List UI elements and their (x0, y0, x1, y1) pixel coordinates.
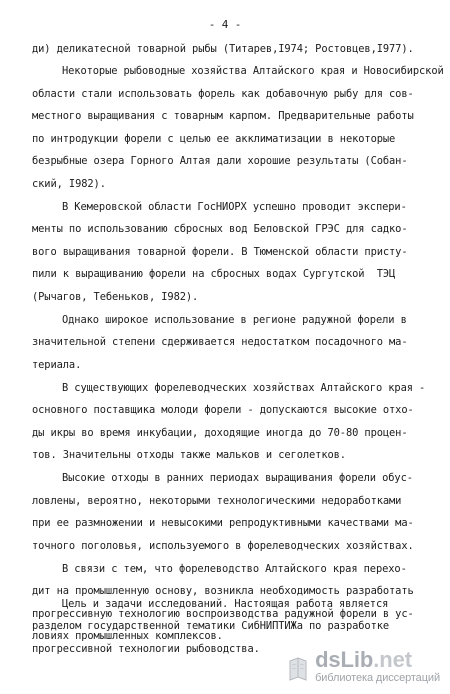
text-line: (Рычагов, Тебеньков, I982). (32, 291, 199, 303)
text-line: по интродукции форели с целью ее акклиматизации в некоторые (32, 133, 396, 145)
watermark-text (315, 646, 440, 684)
text-line: териала. (32, 359, 82, 371)
text-line: прогрессивной технологии рыбоводства. (32, 643, 260, 655)
text-line: значительной степени сдерживается недостатком посадочного ма- (32, 336, 408, 348)
text-line: местного выращивания с товарным карпом. Предварительные работы (32, 110, 414, 122)
text-line: прогрессивную технологию воспроизводства радужной форели в ус- (32, 608, 414, 620)
text-line: В существующих форелеводческих хозяйствах Алтайского края - (62, 382, 426, 394)
text-line: В связи с тем, что форелеводство Алтайского края перехо- (62, 563, 407, 575)
text-line: Высокие отходы в ранних периодах выращивания форели обус- (62, 472, 413, 484)
text-line: ди) деликатесной товарной рыбы (Титарев,I974; Ростовцев,I977). (32, 43, 414, 55)
text-line: ды икры во время инкубации, доходящие иногда до 70-80 процен- (32, 427, 408, 439)
text-line: Некоторые рыбоводные хозяйства Алтайского края и Новосибирской (62, 65, 444, 77)
text-line: вого выращивания товарной форели. В Тюменской области присту- (32, 246, 408, 258)
watermark-brand-main: dsLib (315, 646, 374, 672)
text-line: точного поголовья, используемого в форелеводческих хозяйствах. (32, 540, 414, 552)
text-line: при ее размножении и невысокими репродуктивными качествами ма- (32, 517, 414, 529)
text-line: Цель и задачи исследований. Настоящая работа является (62, 598, 389, 610)
book-icon (287, 655, 309, 683)
text-line: дит на промышленную основу, возникла необходимость разработать (32, 585, 414, 597)
text-line: ловиях промышленных комплексов. (32, 630, 223, 642)
text-line: безрыбные озера Горного Алтая дали хорошие результаты (Собан- (32, 155, 408, 167)
watermark-brand-suffix: .net (373, 646, 412, 672)
page-number: - 4 - (208, 18, 242, 31)
text-line: ский, I982). (32, 178, 106, 190)
text-line: В Кемеровской области ГосНИОРХ успешно проводит экспери- (62, 201, 407, 213)
text-line: пили к выращиванию форели на сбросных водах Сургутской ТЭЦ (32, 268, 396, 280)
text-line: области стали использовать форель как добавочную рыбу для сов- (32, 88, 414, 100)
text-line: менты по использованию сбросных вод Беловской ГРЭС для садко- (32, 223, 408, 235)
watermark-caption: библиотека диссертаций (315, 671, 440, 684)
text-line: тов. Значительны отходы также мальков и сеголетков. (32, 449, 346, 461)
text-line: ловлены, вероятно, некоторыми технологическими недоработками (32, 495, 402, 507)
text-line: основного поставщика молоди форели - допускаются высокие отхо- (32, 404, 414, 416)
watermark-brand (315, 646, 412, 672)
text-line: разделом государственной тематики СибНИПТИЖа по разработке (32, 620, 390, 632)
watermark (287, 646, 440, 684)
text-line: Однако широкое использование в регионе радужной форели в (62, 314, 407, 326)
